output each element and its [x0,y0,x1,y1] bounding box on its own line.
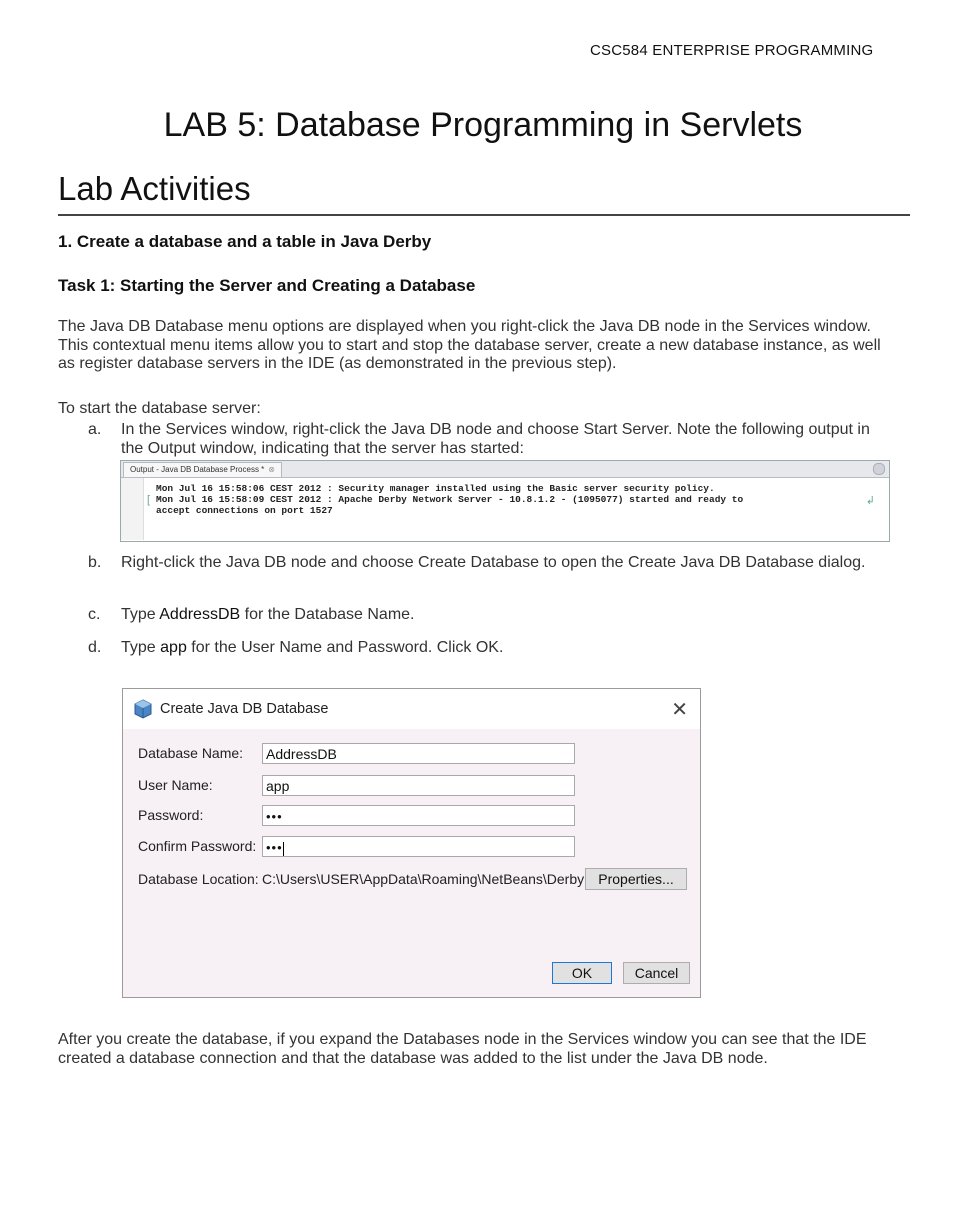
dialog-body [123,729,700,997]
output-tab-label: Output - Java DB Database Process * [130,465,265,474]
confirm-password-label: Confirm Password: [138,838,257,854]
list-marker: a. [88,421,102,438]
course-header: CSC584 ENTERPRISE PROGRAMMING [590,42,874,59]
list-marker: b. [88,554,102,571]
close-icon[interactable]: ✕ [671,699,688,721]
user-name-text: app [160,639,187,656]
password-field[interactable]: ••• [262,805,575,826]
confirm-password-field[interactable] [262,836,575,857]
confirm-password-value: ••• [266,840,283,855]
database-location-label: Database Location: [138,871,259,887]
password-label: Password: [138,807,204,823]
close-tab-icon[interactable]: ⊗ [268,465,275,474]
text-part: Type [121,606,160,623]
lab-title: LAB 5: Database Programming in Servlets [163,106,803,144]
minimize-icon[interactable] [873,463,885,475]
output-tab-bar [121,461,889,478]
list-text: In the Services window, right-click the Java DB node and choose Start Server. Note the following output in the Output window, indicating that the server has started: [121,421,870,457]
section-title: Lab Activities [58,170,251,207]
create-database-dialog [122,688,701,998]
closing-paragraph: After you create the database, if you expand the Databases node in the Services window you can see that the IDE created a database connection and that the database was added to the list under the Java DB node. [58,1031,867,1067]
output-toolbar [121,478,144,540]
output-tab[interactable] [123,462,282,477]
ok-button[interactable]: OK [552,962,612,984]
dialog-titlebar [123,689,700,729]
user-name-field[interactable]: app [262,775,575,796]
output-line: Mon Jul 16 15:58:09 CEST 2012 : Apache Derby Network Server - 10.8.1.2 - (1095077) started and ready to [156,494,744,505]
heading-create-database: 1. Create a database and a table in Java Derby [58,232,432,251]
list-marker: c. [88,606,101,623]
text-part: for the Database Name. [240,606,415,623]
intro-paragraph: The Java DB Database menu options are displayed when you right-click the Java DB node in the Services window. This contextual menu items allow you to start and stop the database server, create a new database instance, as well as register database servers in the IDE (as demonstrated in the previous step). [58,318,881,372]
heading-task-1: Task 1: Starting the Server and Creating a Database [58,276,476,295]
user-name-label: User Name: [138,777,213,793]
list-marker: d. [88,639,102,656]
cancel-button[interactable]: Cancel [623,962,690,984]
list-text [121,639,891,658]
output-window [120,460,890,542]
database-name-field[interactable]: AddressDB [262,743,575,764]
text-caret [283,842,284,856]
database-name-label: Database Name: [138,745,244,761]
text-part: for the User Name and Password. Click OK. [186,639,504,656]
dialog-title: Create Java DB Database [160,701,329,717]
output-line: Mon Jul 16 15:58:06 CEST 2012 : Security manager installed using the Basic server security policy. [156,483,715,494]
list-text [121,606,891,625]
output-line: accept connections on port 1527 [156,505,333,516]
fold-bracket-icon: [ [147,494,151,506]
database-name-text: AddressDB [159,606,241,623]
section-divider [58,214,910,216]
text-part: Type [121,639,161,656]
wrap-arrow-icon: ↲ [865,495,875,507]
database-location-value: C:\Users\USER\AppData\Roaming\NetBeans\Derby [262,871,585,887]
properties-button[interactable]: Properties... [585,868,687,890]
list-text: Right-click the Java DB node and choose Create Database to open the Create Java DB Database dialog. [121,554,866,571]
database-icon [133,699,153,719]
start-server-intro: To start the database server: [58,400,261,417]
